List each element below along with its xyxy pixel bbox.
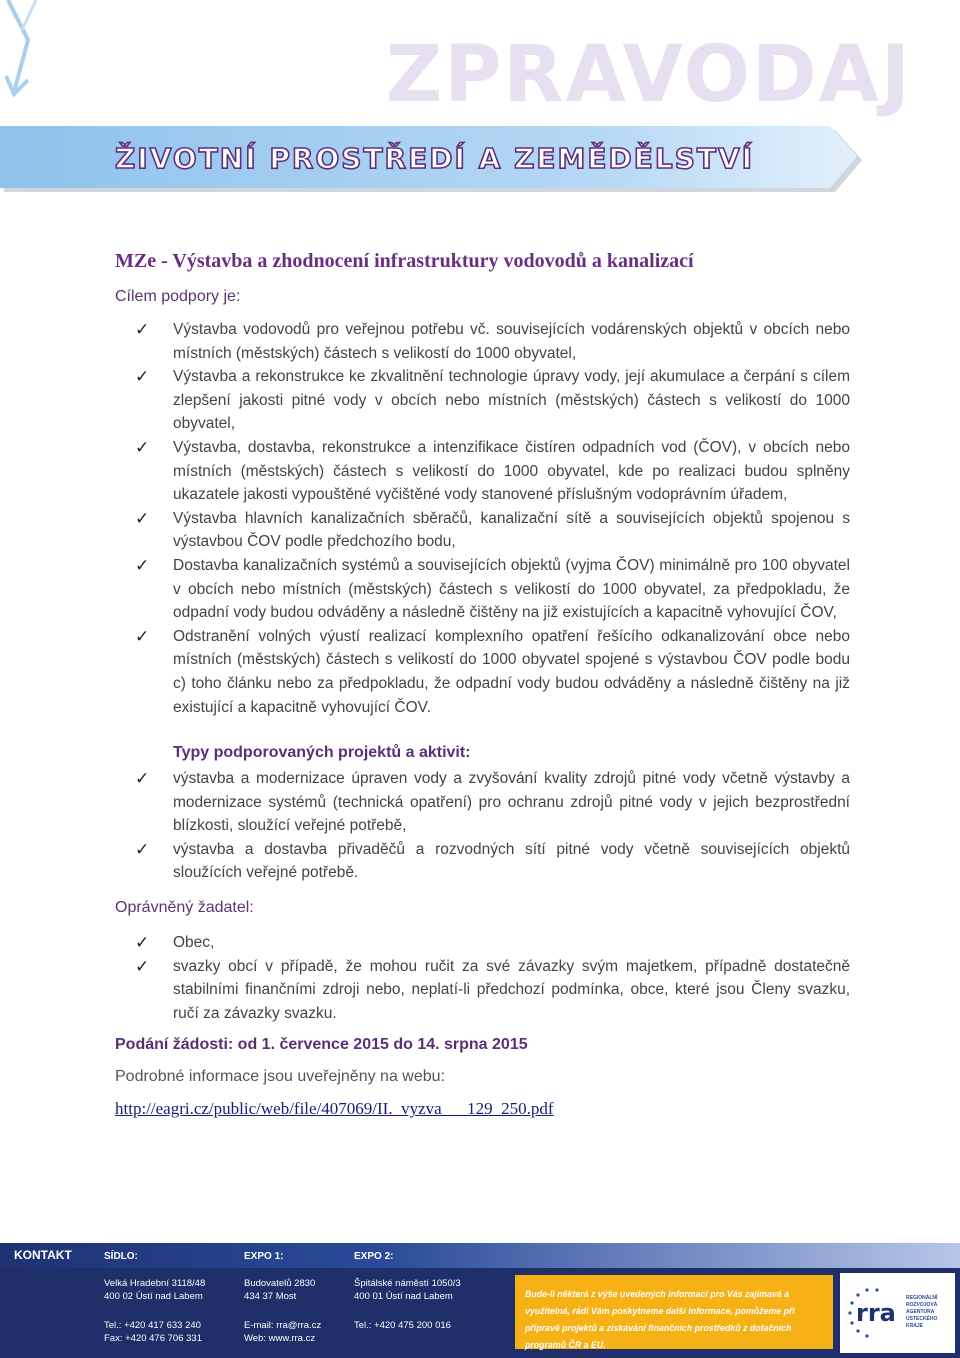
goal-list bbox=[115, 318, 850, 719]
list-item: ✓ Výstavba hlavních kanalizačních sběračů, kanalizační sítě a souvisejících objektů spojenou s výstavbou ČOV podle předchozího bodu, bbox=[135, 508, 850, 551]
applicant-label: Oprávněný žadatel: bbox=[115, 899, 254, 917]
applicant-list bbox=[115, 931, 850, 1025]
check-icon: ✓ bbox=[135, 933, 150, 953]
list-item: ✓ Výstavba a rekonstrukce ke zkvalitnění technologie úpravy vody, její akumulace a čerpání s cílem zlepšení jakosti pitné vody v obcích nebo místních (městských) částech s velikostí do 1000 obyvatel, bbox=[135, 367, 850, 433]
list-item: ✓ Výstavba, dostavba, rekonstrukce a intenzifikace čistíren odpadních vod (ČOV), v obcích nebo místních (městských) částech s velikostí do 1000 obyvatel, kde po realizaci budou splněny ukazatele jakosti vypouštěné vyčištěné vody stanovené příslušným vodoprávním úřadem, bbox=[135, 437, 850, 504]
rra-logo bbox=[840, 1273, 955, 1353]
footer-label-bar bbox=[0, 1243, 960, 1268]
contact-label: KONTAKT bbox=[14, 1248, 72, 1262]
seat-contacts: Tel.: +420 417 633 240 Fax: +420 476 706 331 bbox=[104, 1320, 202, 1344]
expo1-address: Budovatelů 2830 434 37 Most bbox=[244, 1278, 316, 1302]
check-icon: ✓ bbox=[135, 320, 150, 339]
logo-caption: REGIONÁLNÍ ROZVOJOVÁ AGENTURA ÚSTECKÉHO KRAJE bbox=[906, 1295, 938, 1329]
submission-deadline: Podání žádosti: od 1. července 2015 do 14. srpna 2015 bbox=[115, 1036, 528, 1054]
expo2-address: Špitálské náměstí 1050/3 400 01 Ústí nad Labem bbox=[354, 1278, 461, 1302]
article bbox=[115, 248, 850, 1119]
goal-label: Cílem podpory je: bbox=[115, 288, 241, 305]
list-item: ✓ Obec, bbox=[115, 931, 850, 955]
promo-text: Bude-li některá z výše uvedených informací pro Vás zajímavá a využitelná, rádi Vám poskytneme další informace, pomůžeme při přípravě projektů a získávání finančních prostředků z dotačních programů ČR a EU. bbox=[525, 1289, 795, 1350]
list-item: ✓ Výstavba vodovodů pro veřejnou potřebu vč. souvisejících vodárenských objektů v obcích nebo místních (městských) částech s velikostí do 1000 obyvatel, bbox=[135, 320, 850, 362]
document-link[interactable]: http://eagri.cz/public/web/file/407069/II._vyzva___129_250.pdf bbox=[115, 1099, 554, 1119]
expo2-contacts: Tel.: +420 475 200 016 bbox=[354, 1320, 451, 1331]
list-item: ✓ výstavba a dostavba přivaděčů a rozvodných sítí pitné vody včetně souvisejících objektů sloužících veřejné potřebě. bbox=[135, 839, 850, 882]
expo1-contacts: E-mail: rra@rra.cz Web: www.rra.cz bbox=[244, 1320, 322, 1344]
info-text: Podrobné informace jsou uveřejněny na webu: bbox=[115, 1068, 445, 1086]
newsletter-brand: ZPRAVODAJ bbox=[385, 30, 912, 120]
check-icon: ✓ bbox=[135, 367, 150, 387]
check-icon: ✓ bbox=[135, 626, 150, 646]
promo-box bbox=[515, 1275, 833, 1349]
check-icon: ✓ bbox=[135, 956, 150, 976]
check-icon: ✓ bbox=[135, 839, 150, 859]
check-icon: ✓ bbox=[135, 508, 150, 528]
list-item: ✓ Dostavba kanalizačních systémů a souvisejících objektů (vyjma ČOV) minimálně pro 100 obyvatel v obcích nebo místních (městských) částech s velikostí do 1000 obyvatel, za předpokladu, že odpadní vody budou odváděny a následně čištěny na již existujících a kapacitně vyhovující ČOV, bbox=[135, 555, 850, 622]
list-item: ✓ svazky obcí v případě, že mohou ručit za své závazky svým majetkem, případně dostatečně stabilními finančními zdroji nebo, neplatí-li předchozí podmínka, obce, které jsou Členy svazku, ručí za závazky svazku. bbox=[135, 956, 850, 1022]
article-heading: MZe - Výstavba a zhodnocení infrastruktury vodovodů a kanalizací bbox=[115, 250, 694, 272]
project-types-list bbox=[115, 767, 850, 885]
check-icon: ✓ bbox=[135, 769, 150, 789]
check-icon: ✓ bbox=[135, 555, 150, 575]
expo2-label: EXPO 2: bbox=[354, 1251, 394, 1262]
expo1-label: EXPO 1: bbox=[244, 1251, 284, 1262]
seat-address: Velká Hradební 3118/48 400 02 Ústí nad Labem bbox=[104, 1278, 206, 1302]
list-item: ✓ výstavba a modernizace úpraven vody a zvyšování kvality zdrojů pitné vody včetně výstavby a modernizace systémů (technická opatření) pro ochranu zdrojů pitné vody v jejich bezprostřední blízkosti, sloužící veřejné potřebě, bbox=[135, 769, 850, 835]
list-item: ✓ Odstranění volných výustí realizací komplexního opatření řešícího odkanalizování obce nebo místních (městských) částech s velikostí do 1000 obyvatel spojené s výstavbou ČOV podle bodu c) toho článku nebo za předpokladu, že odpadní vody budou odváděny a následně čištěny na již existující a kapacitně vyhovující ČOV. bbox=[135, 626, 850, 716]
check-icon: ✓ bbox=[135, 437, 150, 457]
project-types-label: Typy podporovaných projektů a aktivit: bbox=[173, 744, 471, 762]
seat-label: SÍDLO: bbox=[104, 1251, 138, 1262]
svg-text:rra: rra bbox=[856, 1299, 896, 1327]
section-title: ŽIVOTNÍ PROSTŘEDÍ A ZEMĚDĚLSTVÍ bbox=[115, 142, 755, 175]
footer bbox=[0, 1243, 960, 1358]
arrow-decoration-icon bbox=[0, 0, 70, 110]
